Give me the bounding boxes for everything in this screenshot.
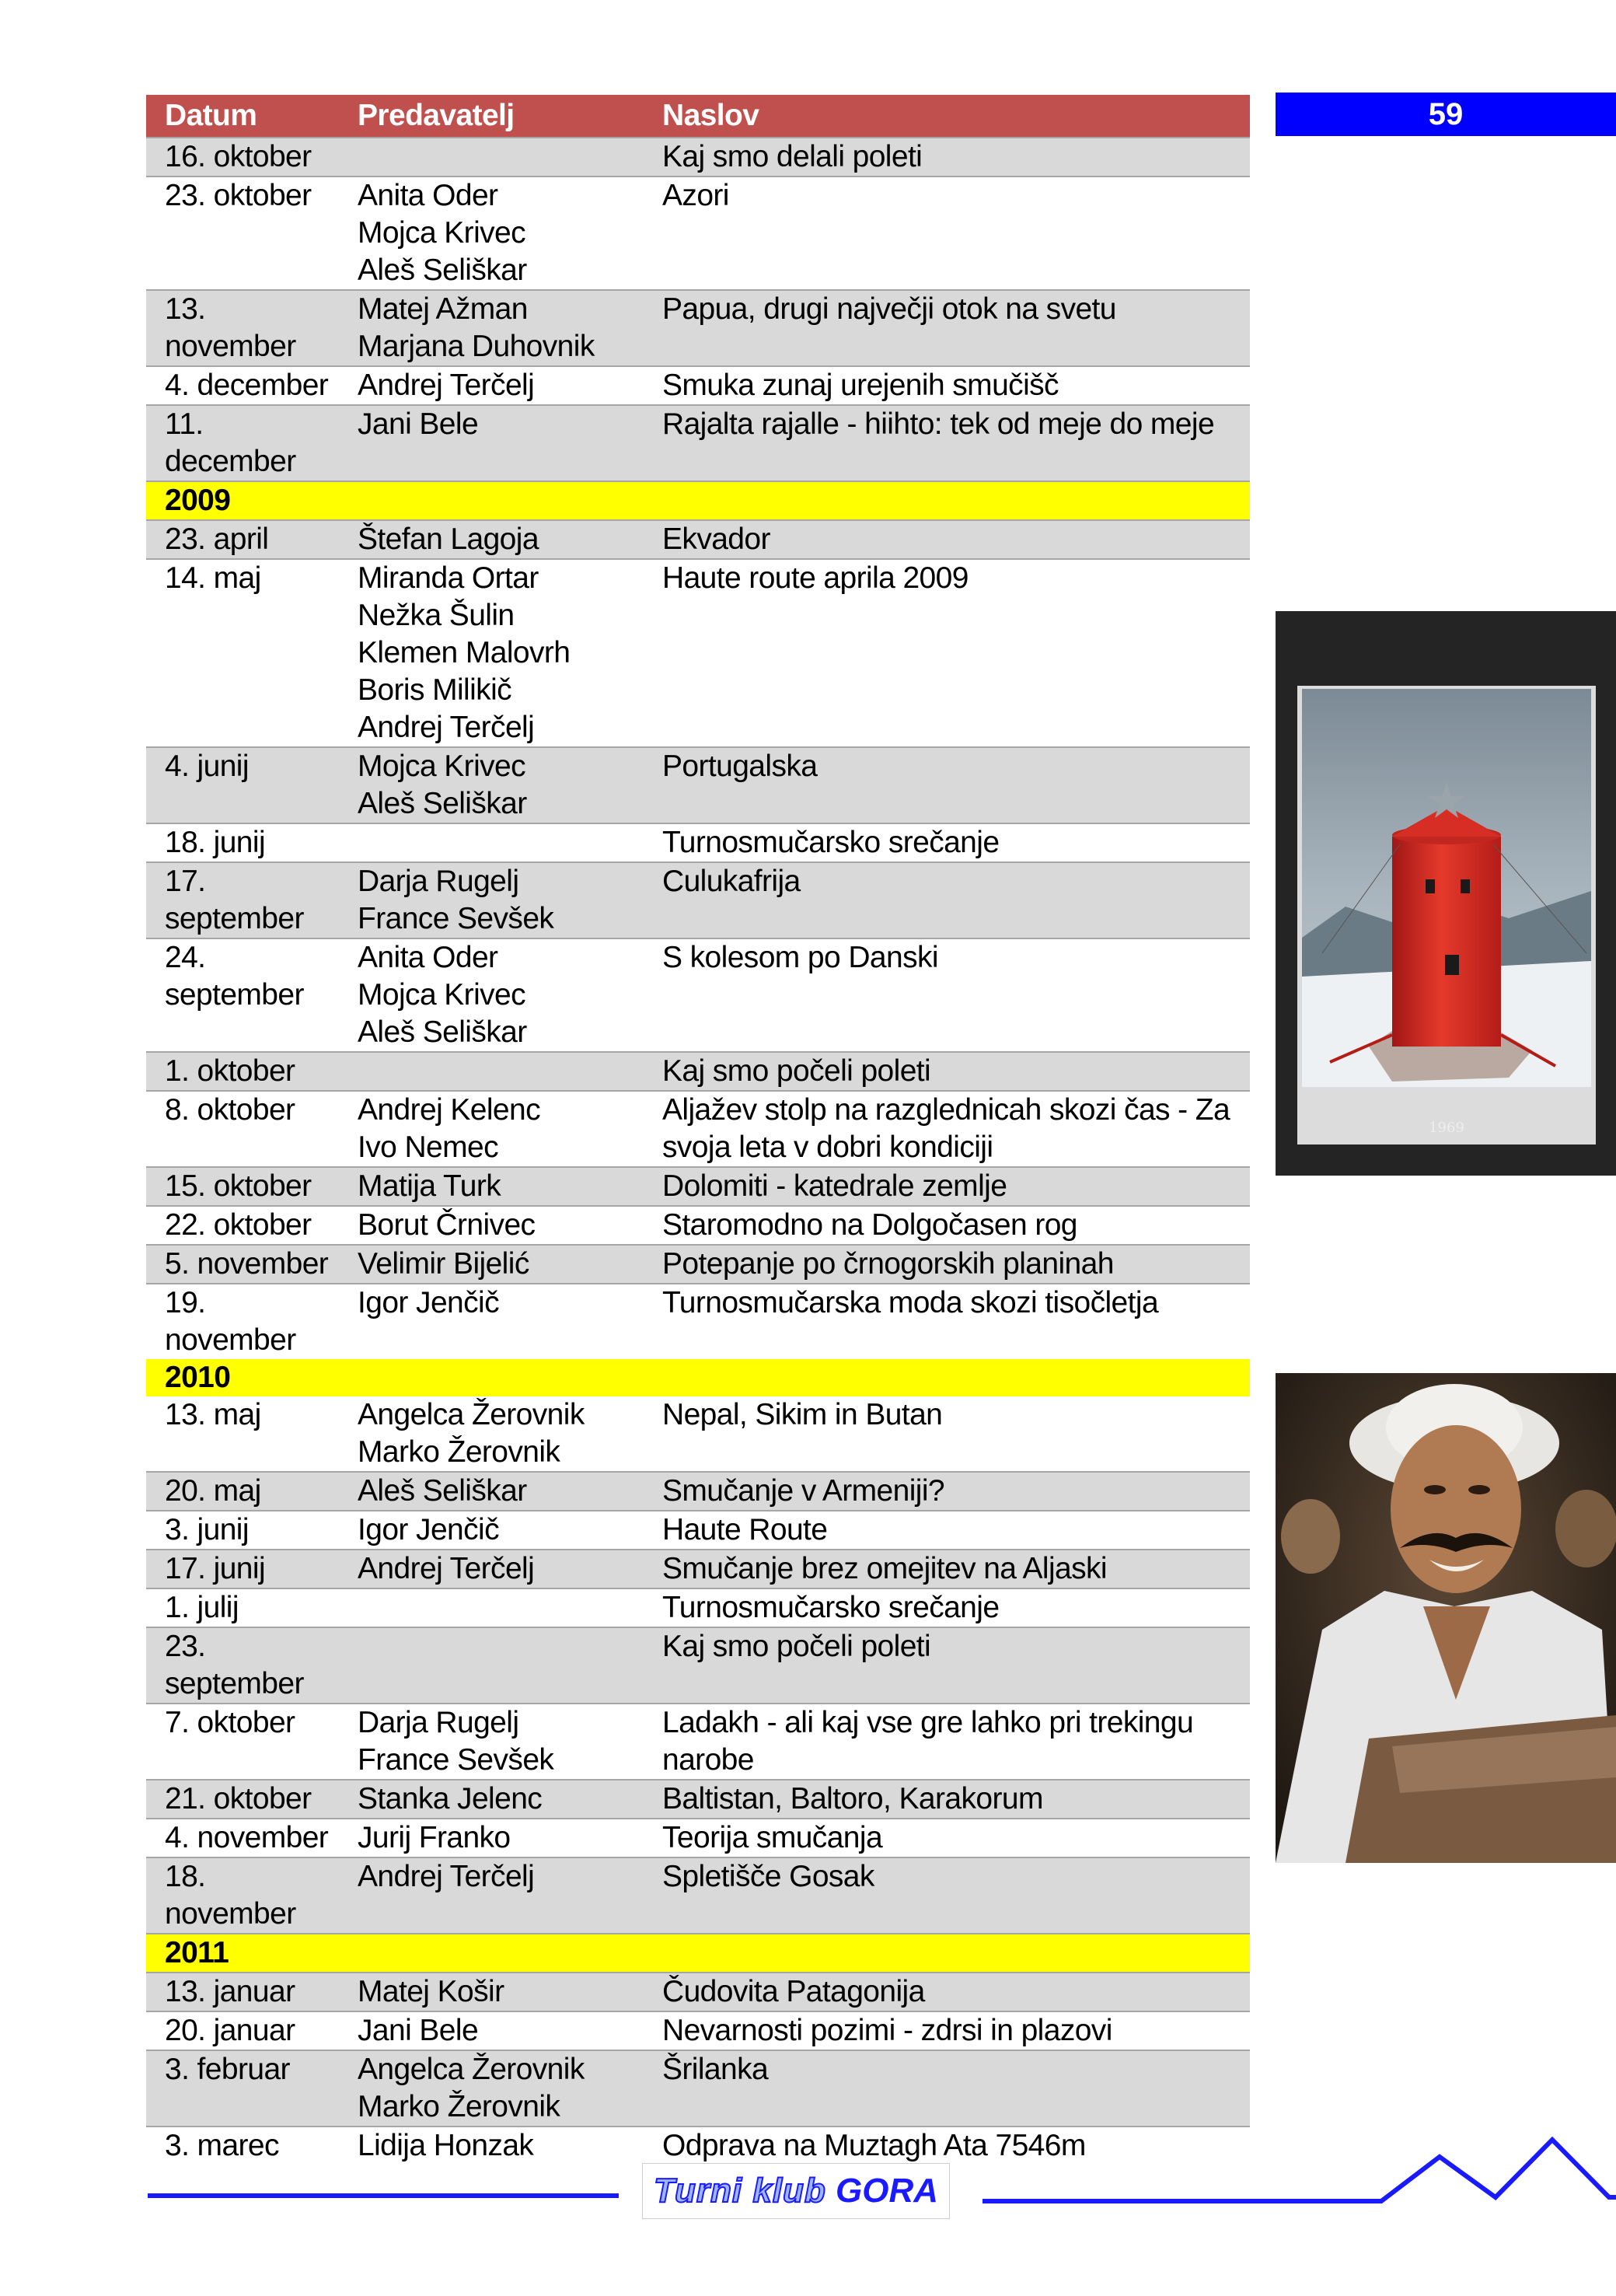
cell-speakers — [339, 2127, 644, 2165]
cell-title: Turnosmučarsko srečanje — [644, 823, 1250, 862]
cell-title: Rajalta rajalle - hiihto: tek od meje do meje — [644, 405, 1250, 481]
cell-date: 20. januar — [146, 2011, 339, 2050]
cell-date: 18. junij — [146, 823, 339, 862]
cell-speakers — [339, 1588, 644, 1627]
speaker-name: Matej Ažman — [358, 292, 528, 326]
cell-title: Aljažev stolp na razglednicah skozi čas - Za svoja leta v dobri kondiciji — [644, 1091, 1250, 1167]
cell-date: 13. maj — [146, 1396, 339, 1472]
table-row — [146, 747, 1250, 823]
cell-title: Culukafrija — [644, 862, 1250, 938]
cell-title: Turnosmučarska moda skozi tisočletja — [644, 1284, 1250, 1359]
cell-title: Nepal, Sikim in Butan — [644, 1396, 1250, 1472]
table-row — [146, 1857, 1250, 1934]
cell-speakers — [339, 1973, 644, 2011]
table-row — [146, 405, 1250, 481]
cell-title: Portugalska — [644, 747, 1250, 823]
speaker-name: Jani Bele — [358, 407, 479, 441]
cell-speakers — [339, 405, 644, 481]
header-date: Datum — [146, 95, 339, 138]
speaker-name: Aleš Seliškar — [358, 253, 527, 287]
cell-speakers — [339, 862, 644, 938]
speaker-name: Darja Rugelj — [358, 1706, 519, 1739]
speaker-name: Matija Turk — [358, 1169, 501, 1203]
cell-title: Kaj smo delali poleti — [644, 138, 1250, 176]
cell-speakers — [339, 1780, 644, 1819]
table-row — [146, 862, 1250, 938]
cell-title: Baltistan, Baltoro, Karakorum — [644, 1780, 1250, 1819]
cell-speakers — [339, 1396, 644, 1472]
cell-date: 14. maj — [146, 559, 339, 747]
cell-speakers — [339, 559, 644, 747]
cell-title: Kaj smo počeli poleti — [644, 1052, 1250, 1091]
table-header-row — [146, 95, 1250, 138]
table-row — [146, 366, 1250, 405]
aljazev-stolp-photo — [1276, 611, 1616, 1176]
speaker-name: France Sevšek — [358, 1743, 554, 1777]
cell-date: 4. december — [146, 366, 339, 405]
table-row — [146, 1704, 1250, 1780]
cell-date: 13. november — [146, 290, 339, 366]
cell-date: 8. oktober — [146, 1091, 339, 1167]
cell-speakers — [339, 1627, 644, 1704]
speaker-name: Mojca Krivec — [358, 978, 526, 1012]
cell-title: Papua, drugi največji otok na svetu — [644, 290, 1250, 366]
cell-date: 3. junij — [146, 1511, 339, 1550]
cell-speakers — [339, 366, 644, 405]
cell-speakers — [339, 1091, 644, 1167]
table-row — [146, 520, 1250, 559]
speaker-name: Marjana Duhovnik — [358, 330, 595, 363]
cell-date: 18. november — [146, 1857, 339, 1934]
speaker-name: Mojca Krivec — [358, 216, 526, 250]
cell-title: Dolomiti - katedrale zemlje — [644, 1167, 1250, 1206]
cell-date: 1. oktober — [146, 1052, 339, 1091]
cell-date: 15. oktober — [146, 1167, 339, 1206]
speaker-name: Andrej Terčelj — [358, 369, 535, 402]
cell-speakers — [339, 1052, 644, 1091]
cell-speakers — [339, 290, 644, 366]
table-row — [146, 2050, 1250, 2127]
speaker-name: Nežka Šulin — [358, 599, 515, 632]
footer-line-left — [148, 2191, 619, 2200]
cell-title: Smučanje v Armeniji? — [644, 1472, 1250, 1511]
cell-title: Odprava na Muztagh Ata 7546m — [644, 2127, 1250, 2165]
table-row — [146, 1511, 1250, 1550]
cell-date: 5. november — [146, 1245, 339, 1284]
speaker-name: Andrej Terčelj — [358, 711, 535, 744]
cell-speakers — [339, 1206, 644, 1245]
cell-title: Kaj smo počeli poleti — [644, 1627, 1250, 1704]
cell-speakers — [339, 1511, 644, 1550]
year-row — [146, 1359, 1250, 1396]
speaker-name: Anita Oder — [358, 179, 498, 212]
cell-title: Smuka zunaj urejenih smučišč — [644, 366, 1250, 405]
speaker-name: Lidija Honzak — [358, 2129, 534, 2162]
cell-date: 17. september — [146, 862, 339, 938]
speaker-name: Angelca Žerovnik — [358, 1398, 585, 1431]
cell-title: Haute route aprila 2009 — [644, 559, 1250, 747]
table-row — [146, 559, 1250, 747]
cell-date: 23. oktober — [146, 176, 339, 290]
speaker-name: Darja Rugelj — [358, 865, 519, 898]
speaker-name: Aleš Seliškar — [358, 1474, 527, 1508]
cell-title: Potepanje po črnogorskih planinah — [644, 1245, 1250, 1284]
cell-title: Haute Route — [644, 1511, 1250, 1550]
speaker-name: Igor Jenčič — [358, 1513, 499, 1546]
year-label: 2009 — [146, 481, 1250, 520]
lecture-schedule-table — [146, 95, 1250, 2165]
speaker-name: Mojca Krivec — [358, 750, 526, 783]
table-row — [146, 290, 1250, 366]
speaker-name: Marko Žerovnik — [358, 2090, 560, 2123]
cell-speakers — [339, 1550, 644, 1588]
speaker-name: Velimir Bijelić — [358, 1247, 529, 1281]
cell-date: 22. oktober — [146, 1206, 339, 1245]
cell-date: 4. junij — [146, 747, 339, 823]
speaker-name: Jani Bele — [358, 2014, 479, 2047]
speaker-name: France Sevšek — [358, 902, 554, 935]
speaker-name: Stanka Jelenc — [358, 1782, 543, 1815]
cell-title: Smučanje brez omejitev na Aljaski — [644, 1550, 1250, 1588]
table-row — [146, 1206, 1250, 1245]
header-speaker: Predavatelj — [339, 95, 644, 138]
speaker-name: Matej Košir — [358, 1975, 504, 2008]
speaker-name: Jurij Franko — [358, 1821, 511, 1854]
club-logo — [642, 2163, 950, 2219]
speaker-name: Aleš Seliškar — [358, 1015, 527, 1049]
cell-speakers — [339, 2050, 644, 2127]
cell-speakers — [339, 747, 644, 823]
cell-title: Teorija smučanja — [644, 1819, 1250, 1857]
speaker-name: Ivo Nemec — [358, 1131, 498, 1164]
cell-date: 3. februar — [146, 2050, 339, 2127]
year-row — [146, 1934, 1250, 1973]
table-row — [146, 176, 1250, 290]
cell-speakers — [339, 1167, 644, 1206]
year-label: 2010 — [146, 1359, 1250, 1396]
cell-title: Turnosmučarsko srečanje — [644, 1588, 1250, 1627]
table-row — [146, 1167, 1250, 1206]
speaker-name: Klemen Malovrh — [358, 636, 571, 669]
table-row — [146, 1472, 1250, 1511]
speaker-name: Andrej Terčelj — [358, 1552, 535, 1585]
cell-title: Ekvador — [644, 520, 1250, 559]
man-portrait-photo — [1276, 1373, 1616, 1863]
club-brand: GORA — [836, 2172, 939, 2210]
cell-speakers — [339, 1704, 644, 1780]
cell-title: Čudovita Patagonija — [644, 1973, 1250, 2011]
speaker-name: Anita Oder — [358, 941, 498, 974]
footer-mountain-line — [981, 2129, 1616, 2207]
cell-title: Nevarnosti pozimi - zdrsi in plazovi — [644, 2011, 1250, 2050]
cell-speakers — [339, 1245, 644, 1284]
cell-title: Ladakh - ali kaj vse gre lahko pri trekingu narobe — [644, 1704, 1250, 1780]
speaker-name: Igor Jenčič — [358, 1286, 499, 1319]
table-row — [146, 1284, 1250, 1359]
table-row — [146, 938, 1250, 1052]
table-row — [146, 1396, 1250, 1472]
cell-date: 4. november — [146, 1819, 339, 1857]
cell-speakers — [339, 176, 644, 290]
cell-date: 19. november — [146, 1284, 339, 1359]
cell-date: 13. januar — [146, 1973, 339, 2011]
speaker-name: Angelca Žerovnik — [358, 2053, 585, 2086]
table-row — [146, 1588, 1250, 1627]
club-name: Turni klub — [653, 2172, 826, 2210]
year-label: 2011 — [146, 1934, 1250, 1973]
speaker-name: Marko Žerovnik — [358, 1435, 560, 1469]
cell-date: 7. oktober — [146, 1704, 339, 1780]
table-row — [146, 1819, 1250, 1857]
page-number: 59 — [1276, 93, 1616, 136]
cell-title: S kolesom po Danski — [644, 938, 1250, 1052]
table-row — [146, 1627, 1250, 1704]
cell-date: 16. oktober — [146, 138, 339, 176]
cell-title: Spletišče Gosak — [644, 1857, 1250, 1934]
cell-speakers — [339, 1472, 644, 1511]
cell-date: 3. marec — [146, 2127, 339, 2165]
cell-speakers — [339, 520, 644, 559]
cell-speakers — [339, 938, 644, 1052]
cell-date: 23. april — [146, 520, 339, 559]
cell-speakers — [339, 823, 644, 862]
cell-date: 21. oktober — [146, 1780, 339, 1819]
table-row — [146, 2011, 1250, 2050]
table-row — [146, 823, 1250, 862]
photo-caption: 1969 — [1429, 1120, 1464, 1136]
table-row — [146, 1973, 1250, 2011]
cell-speakers — [339, 1819, 644, 1857]
cell-title: Azori — [644, 176, 1250, 290]
table-row — [146, 1245, 1250, 1284]
table-row — [146, 1550, 1250, 1588]
cell-title: Staromodno na Dolgočasen rog — [644, 1206, 1250, 1245]
speaker-name: Andrej Terčelj — [358, 1860, 535, 1893]
cell-date: 24. september — [146, 938, 339, 1052]
speaker-name: Miranda Ortar — [358, 561, 539, 595]
speaker-name: Štefan Lagoja — [358, 522, 539, 556]
speaker-name: Aleš Seliškar — [358, 787, 527, 820]
table-row — [146, 1780, 1250, 1819]
cell-speakers — [339, 2011, 644, 2050]
speaker-name: Andrej Kelenc — [358, 1093, 541, 1127]
year-row — [146, 481, 1250, 520]
cell-date: 1. julij — [146, 1588, 339, 1627]
speaker-name: Boris Milikič — [358, 673, 512, 707]
table-row — [146, 138, 1250, 176]
speaker-name: Borut Črnivec — [358, 1208, 536, 1242]
cell-date: 20. maj — [146, 1472, 339, 1511]
table-row — [146, 1052, 1250, 1091]
cell-date: 23. september — [146, 1627, 339, 1704]
table-row — [146, 1091, 1250, 1167]
cell-date: 17. junij — [146, 1550, 339, 1588]
cell-speakers — [339, 138, 644, 176]
header-title: Naslov — [644, 95, 1250, 138]
cell-title: Šrilanka — [644, 2050, 1250, 2127]
cell-date: 11. december — [146, 405, 339, 481]
cell-speakers — [339, 1857, 644, 1934]
cell-speakers — [339, 1284, 644, 1359]
